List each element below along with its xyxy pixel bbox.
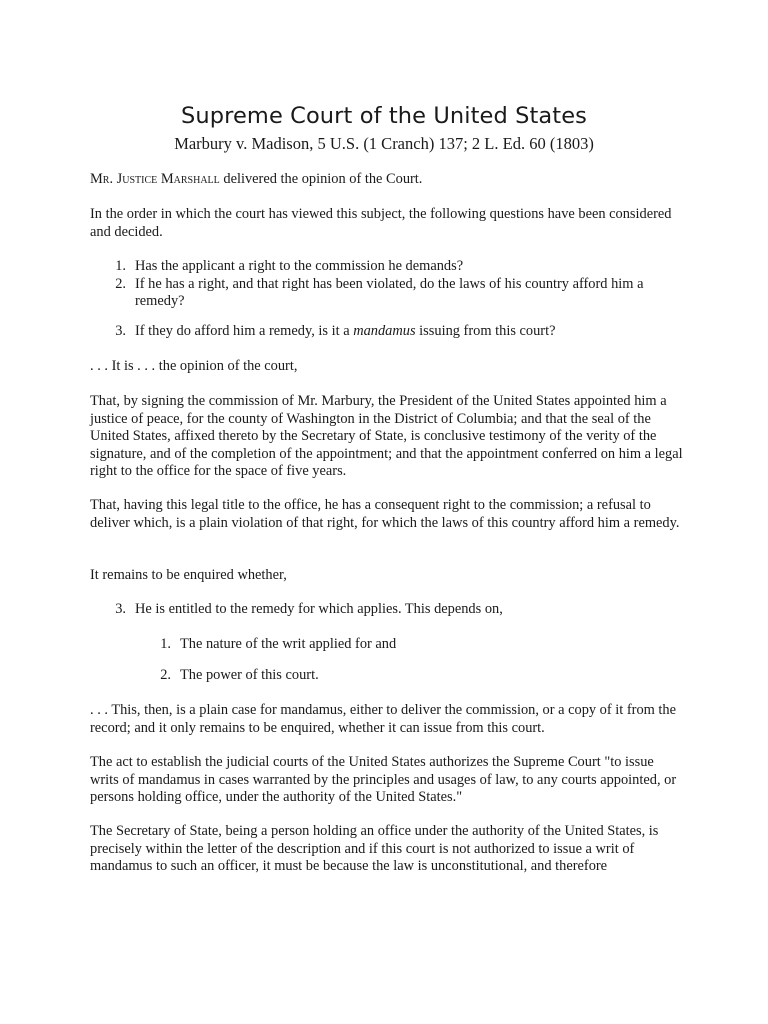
item-3 xyxy=(90,601,686,619)
paragraph-plain-case: . . . This, then, is a plain case for mandamus, either to deliver the commission, or a copy of it from the record; and it only remains to be enquired, whether it can issue from this court. xyxy=(90,702,677,736)
list-number: 2. xyxy=(115,275,126,292)
sub-item-2 xyxy=(90,667,686,685)
list-number: 3. xyxy=(115,323,126,339)
list-item xyxy=(90,258,686,276)
document-title: Supreme Court of the United States xyxy=(181,103,587,130)
sub-item-1 xyxy=(90,636,686,654)
paragraph-secretary: The Secretary of State, being a person holding an office under the authority of the United States, is precisely within the letter of the description and if this court is not authorized to issue a writ of mandamus to such an officer, it must be because the law is unconstitutional, and therefore xyxy=(90,823,659,874)
list-text-pre: If they do afford him a remedy, is it a xyxy=(135,323,354,339)
list-number: 1. xyxy=(115,258,126,274)
list-item xyxy=(90,601,686,619)
list-text-post: issuing from this court? xyxy=(415,323,556,339)
paragraph-remains: It remains to be enquired whether, xyxy=(90,567,287,583)
list-number: 2. xyxy=(160,667,171,683)
list-item xyxy=(90,276,686,311)
list-text: The power of this court. xyxy=(180,667,319,683)
case-citation: Marbury v. Madison, 5 U.S. (1 Cranch) 137; 2 L. Ed. 60 (1803) xyxy=(174,134,594,153)
list-text-emphasis: mandamus xyxy=(353,323,416,339)
list-text: He is entitled to the remedy for which applies. This depends on, xyxy=(135,601,503,617)
paragraph-signing: That, by signing the commission of Mr. Marbury, the President of the United States appointed him a justice of peace, for the county of Washington in the District of Columbia; and that the seal of the United States, affixed thereto by the Secretary of State, is conclusive testimony of the verity of the signature, and of the completion of the appointment; and that the appointment conferred on him a legal right to the office for the space of five years. xyxy=(90,393,683,479)
list-item xyxy=(90,636,686,654)
list-text: The nature of the writ applied for and xyxy=(180,636,397,652)
list-number: 1. xyxy=(160,636,171,652)
list-number: 3. xyxy=(115,601,126,617)
opinion-lead: . . . It is . . . the opinion of the court, xyxy=(90,358,298,374)
paragraph-legal-title: That, having this legal title to the office, he has a consequent right to the commission; a refusal to deliver which, is a plain violation of that right, for which the laws of this country afford him a remedy. xyxy=(90,497,680,531)
list-text: Has the applicant a right to the commission he demands? xyxy=(135,258,464,274)
list-item xyxy=(90,667,686,685)
question-3 xyxy=(90,323,686,341)
intro-text: delivered the opinion of the Court. xyxy=(219,171,423,187)
list-text: If he has a right, and that right has been violated, do the laws of his country afford him a remedy? xyxy=(135,275,644,309)
intro-line xyxy=(90,171,686,189)
paragraph-act: The act to establish the judicial courts of the United States authorizes the Supreme Court "to issue writs of mandamus in cases warranted by the principles and usages of law, to any courts appointed, or persons holding office, under the authority of the United States." xyxy=(90,754,677,805)
paragraph-order: In the order in which the court has viewed this subject, the following questions have been considered and decided. xyxy=(90,206,672,240)
questions-list xyxy=(90,258,686,311)
justice-name: Mr. Justice Marshall xyxy=(90,171,220,187)
list-item xyxy=(90,323,686,341)
